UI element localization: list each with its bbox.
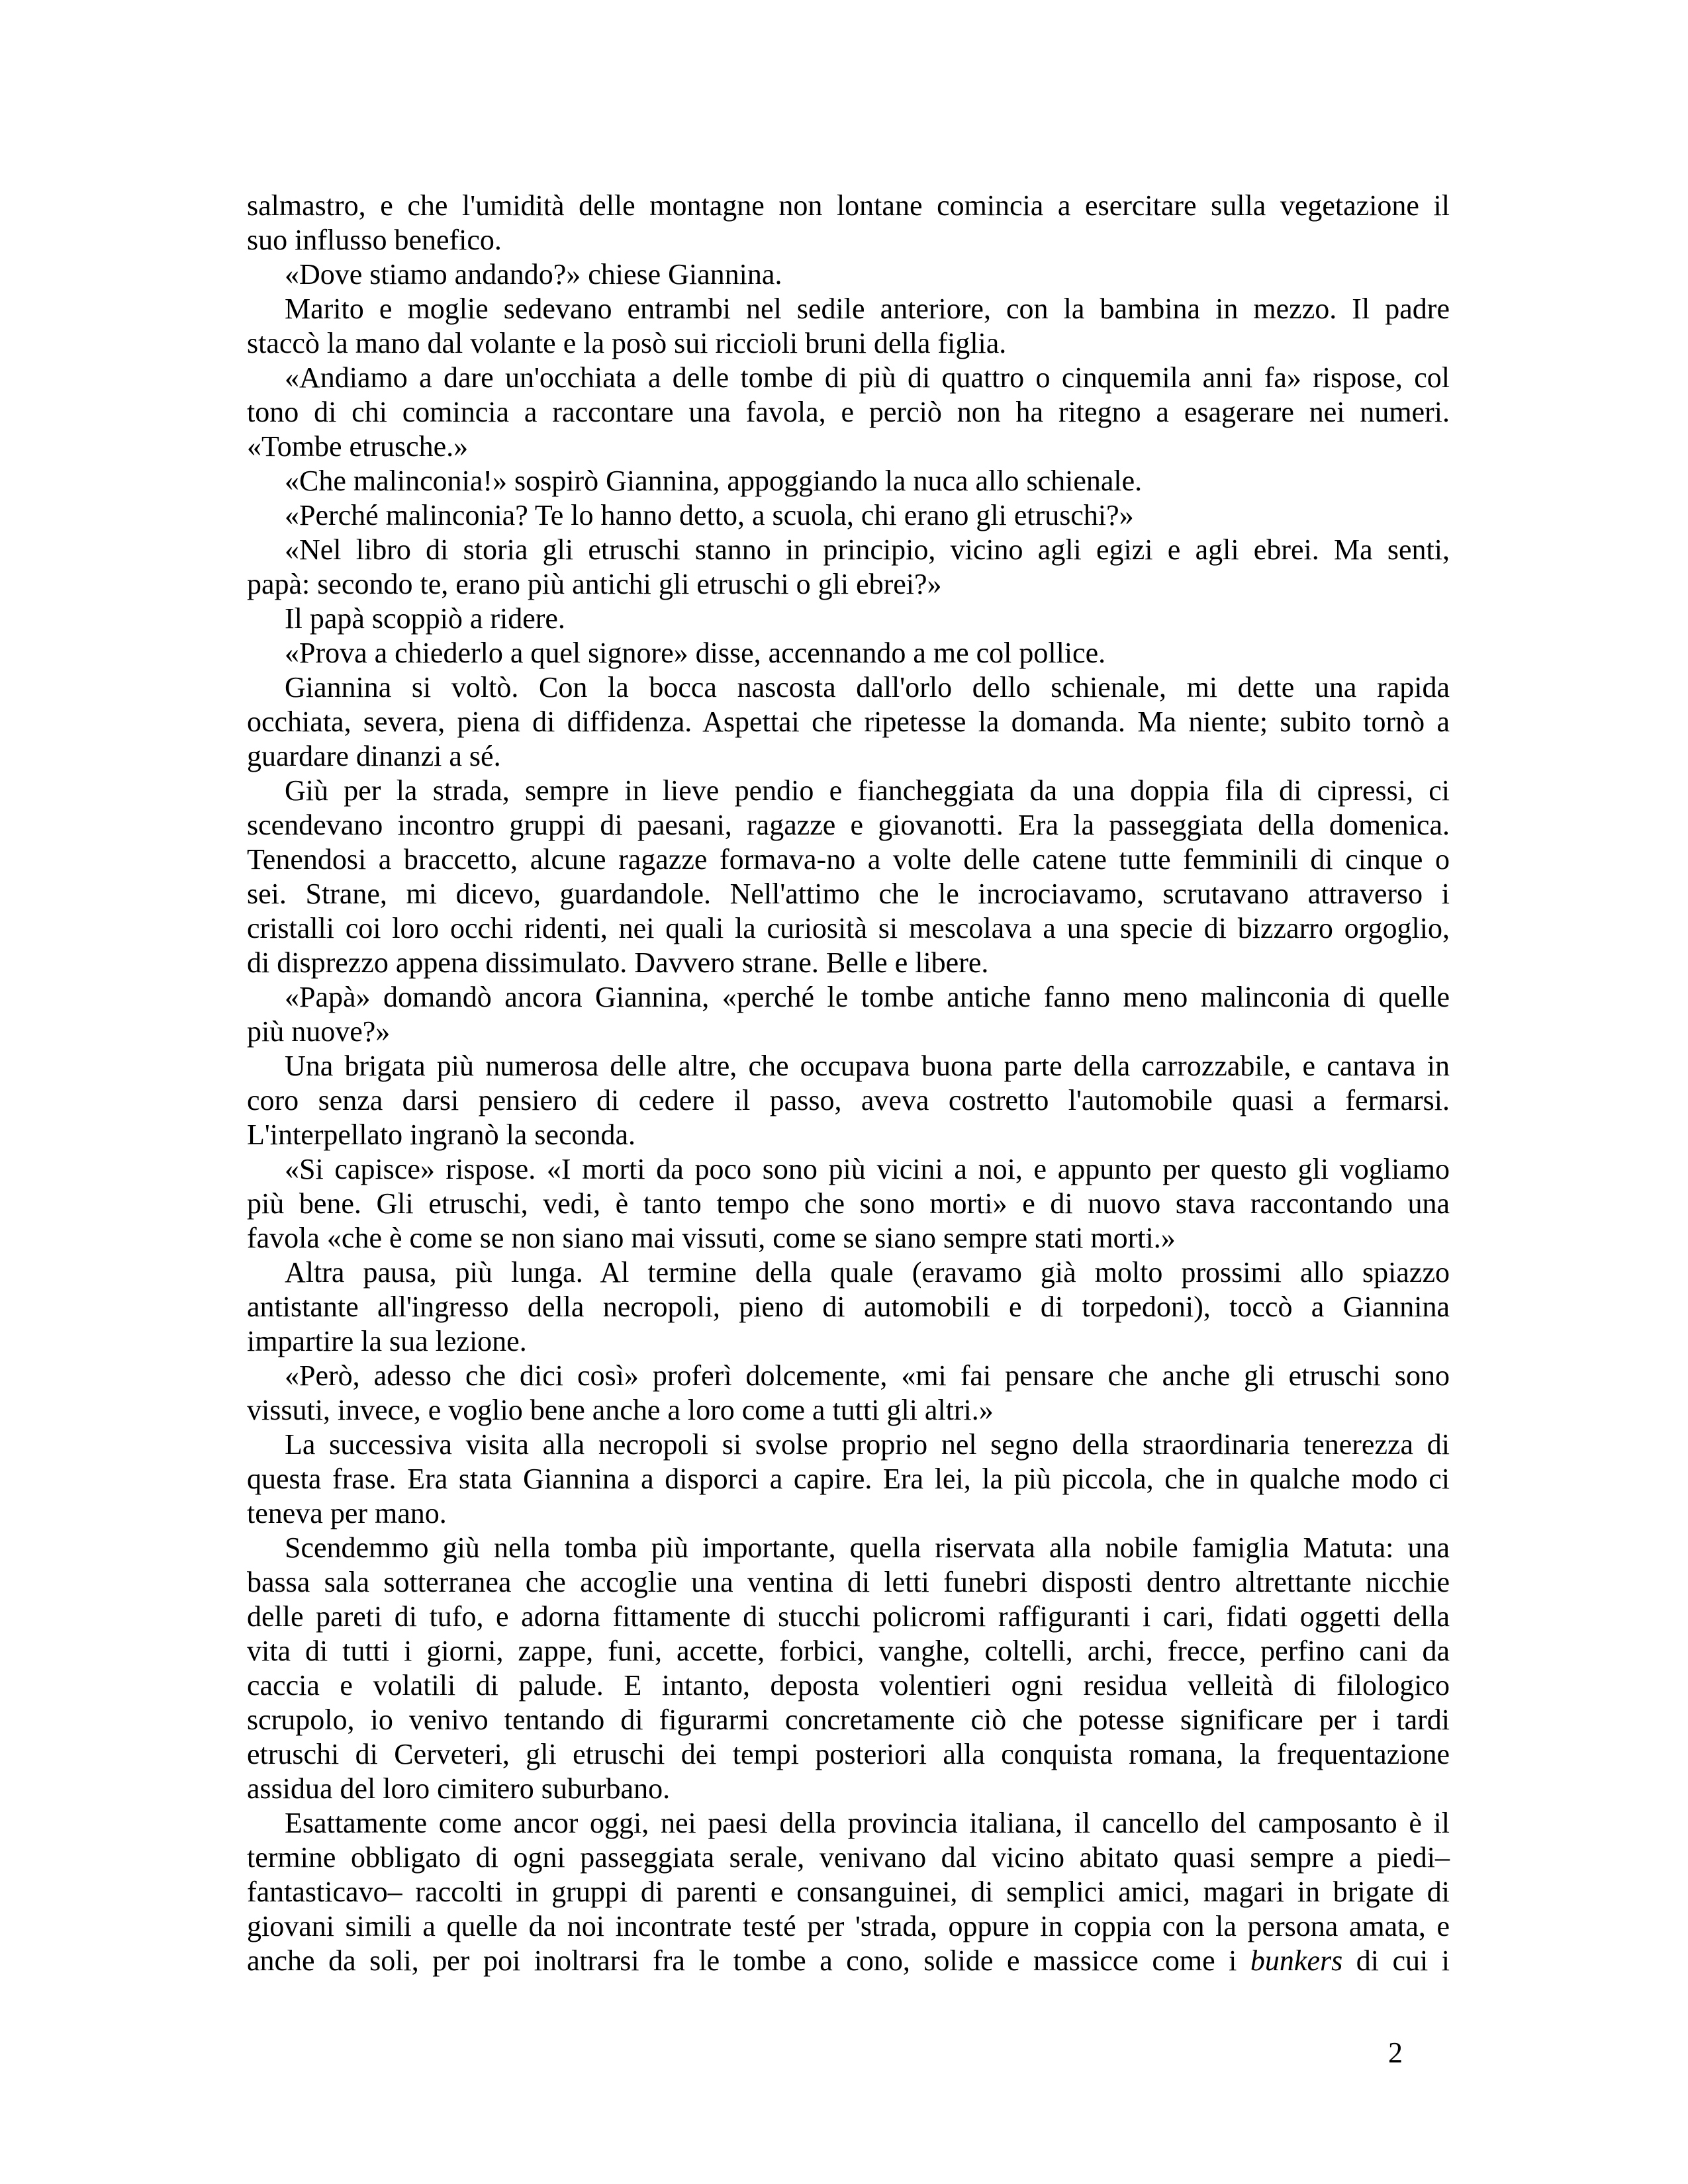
text-line: «Dove stiamo andando?» chiese Giannina. bbox=[285, 258, 782, 291]
text-line: vita di tutti i giorni, zappe, funi, accette, forbici, vanghe, coltelli, archi, frecce, perfino cani da bbox=[247, 1635, 1450, 1667]
text-line: Giannina si voltò. Con la bocca nascosta dall'orlo dello schienale, mi dette una rapida bbox=[285, 671, 1450, 704]
text-line: Tenendosi a braccetto, alcune ragazze formava-no a volte delle catene tutte femminili di cinque o bbox=[247, 843, 1450, 876]
text-line: guardare dinanzi a sé. bbox=[247, 740, 501, 772]
text-line: bassa sala sotterranea che accoglie una ventina di letti funebri disposti dentro altrettante nicchie bbox=[247, 1566, 1450, 1598]
text-line: teneva per mano. bbox=[247, 1497, 447, 1529]
text-line: Altra pausa, più lunga. Al termine della quale (eravamo già molto prossimi allo spiazzo bbox=[285, 1256, 1450, 1289]
text-line: caccia e volatili di palude. E intanto, deposta volentieri ogni residua velleità di filologico bbox=[247, 1669, 1450, 1702]
text-line bbox=[247, 1944, 1450, 1978]
text-line: Giù per la strada, sempre in lieve pendio e fiancheggiata da una doppia fila di cipressi, ci bbox=[285, 774, 1450, 807]
text-line: scendevano incontro gruppi di paesani, ragazze e giovanotti. Era la passeggiata della domenica. bbox=[247, 809, 1450, 841]
text-line: delle pareti di tufo, e adorna fittamente di stucchi policromi raffiguranti i cari, fidati oggetti della bbox=[247, 1600, 1450, 1633]
text-line: etruschi di Cerveteri, gli etruschi dei tempi posteriori alla conquista romana, la frequentazione bbox=[247, 1738, 1450, 1770]
text-line: vissuti, invece, e voglio bene anche a loro come a tutti gli altri.» bbox=[247, 1394, 994, 1426]
text-segment: di cui i bbox=[1342, 1944, 1450, 1977]
text-line: «Però, adesso che dici così» proferì dolcemente, «mi fai pensare che anche gli etruschi sono bbox=[285, 1359, 1450, 1392]
text-line: assidua del loro cimitero suburbano. bbox=[247, 1772, 671, 1805]
text-line: più nuove?» bbox=[247, 1015, 391, 1048]
text-line: «Perché malinconia? Te lo hanno detto, a scuola, chi erano gli etruschi?» bbox=[285, 499, 1134, 531]
text-line: questa frase. Era stata Giannina a disporci a capire. Era lei, la più piccola, che in qualche modo ci bbox=[247, 1463, 1450, 1495]
text-line: cristalli coi loro occhi ridenti, nei quali la curiosità si mescolava a una specie di bizzarro orgoglio, bbox=[247, 912, 1450, 944]
text-line: Esattamente come ancor oggi, nei paesi della provincia italiana, il cancello del camposanto è il bbox=[285, 1807, 1450, 1839]
text-line: giovani simili a quelle da noi incontrate testé per 'strada, oppure in coppia con la persona amata, e bbox=[247, 1910, 1450, 1942]
text-line: «Si capisce» rispose. «I morti da poco sono più vicini a noi, e appunto per questo gli vogliamo bbox=[285, 1153, 1450, 1185]
text-line: Il papà scoppiò a ridere. bbox=[285, 602, 565, 635]
text-segment: anche da soli, per poi inoltrarsi fra le tombe a cono, solide e massicce come i bbox=[247, 1944, 1250, 1977]
text-line: «Tombe etrusche.» bbox=[247, 430, 469, 463]
text-line: salmastro, e che l'umidità delle montagne non lontane comincia a esercitare sulla vegetazione il bbox=[247, 189, 1450, 222]
text-line: L'interpellato ingranò la seconda. bbox=[247, 1118, 636, 1151]
text-line: «Prova a chiederlo a quel signore» disse, accennando a me col pollice. bbox=[285, 637, 1106, 669]
text-line: fantasticavo– raccolti in gruppi di parenti e consanguinei, di semplici amici, magari in brigate di bbox=[247, 1876, 1450, 1908]
text-line: coro senza darsi pensiero di cedere il passo, aveva costretto l'automobile quasi a fermarsi. bbox=[247, 1084, 1450, 1116]
text-line: Marito e moglie sedevano entrambi nel sedile anteriore, con la bambina in mezzo. Il padre bbox=[285, 293, 1450, 325]
text-line: suo influsso benefico. bbox=[247, 224, 502, 256]
text-line: Scendemmo giù nella tomba più importante, quella riservata alla nobile famiglia Matuta: una bbox=[285, 1531, 1450, 1564]
text-line: di disprezzo appena dissimulato. Davvero strane. Belle e libere. bbox=[247, 946, 989, 979]
text-line: «Papà» domandò ancora Giannina, «perché le tombe antiche fanno meno malinconia di quelle bbox=[285, 981, 1450, 1013]
text-line: Una brigata più numerosa delle altre, che occupava buona parte della carrozzabile, e cantava in bbox=[285, 1050, 1450, 1082]
text-line: occhiata, severa, piena di diffidenza. Aspettai che ripetesse la domanda. Ma niente; subito tornò a bbox=[247, 705, 1450, 738]
text-line: antistante all'ingresso della necropoli, pieno di automobili e di torpedoni), toccò a Giannina bbox=[247, 1291, 1450, 1323]
text-line: staccò la mano dal volante e la posò sui riccioli bruni della figlia. bbox=[247, 327, 1007, 359]
text-line: tono di chi comincia a raccontare una favola, e perciò non ha ritegno a esagerare nei numeri. bbox=[247, 396, 1450, 428]
text-line: La successiva visita alla necropoli si svolse proprio nel segno della straordinaria tenerezza di bbox=[285, 1428, 1450, 1461]
page-number: 2 bbox=[1388, 2036, 1403, 2069]
text-line: più bene. Gli etruschi, vedi, è tanto tempo che sono morti» e di nuovo stava raccontando una bbox=[247, 1187, 1450, 1220]
text-line: favola «che è come se non siano mai vissuti, come se siano sempre stati morti.» bbox=[247, 1222, 1176, 1254]
text-line: «Nel libro di storia gli etruschi stanno in principio, vicino agli egizi e agli ebrei. Ma senti, bbox=[285, 533, 1450, 566]
text-line: «Andiamo a dare un'occhiata a delle tombe di più di quattro o cinquemila anni fa» rispose, col bbox=[285, 361, 1450, 394]
text-line: termine obbligato di ogni passeggiata serale, venivano dal vicino abitato quasi sempre a piedi– bbox=[247, 1841, 1450, 1874]
text-line: papà: secondo te, erano più antichi gli etruschi o gli ebrei?» bbox=[247, 568, 942, 600]
text-block bbox=[247, 189, 1450, 1978]
text-line: «Che malinconia!» sospirò Giannina, appoggiando la nuca allo schienale. bbox=[285, 465, 1143, 497]
text-line: impartire la sua lezione. bbox=[247, 1325, 527, 1357]
italic-word: bunkers bbox=[1250, 1944, 1343, 1977]
text-line: sei. Strane, mi dicevo, guardandole. Nell'attimo che le incrociavamo, scrutavano attraverso i bbox=[247, 878, 1450, 910]
text-line: scrupolo, io venivo tentando di figurarmi concretamente ciò che potesse significare per i tardi bbox=[247, 1704, 1450, 1736]
